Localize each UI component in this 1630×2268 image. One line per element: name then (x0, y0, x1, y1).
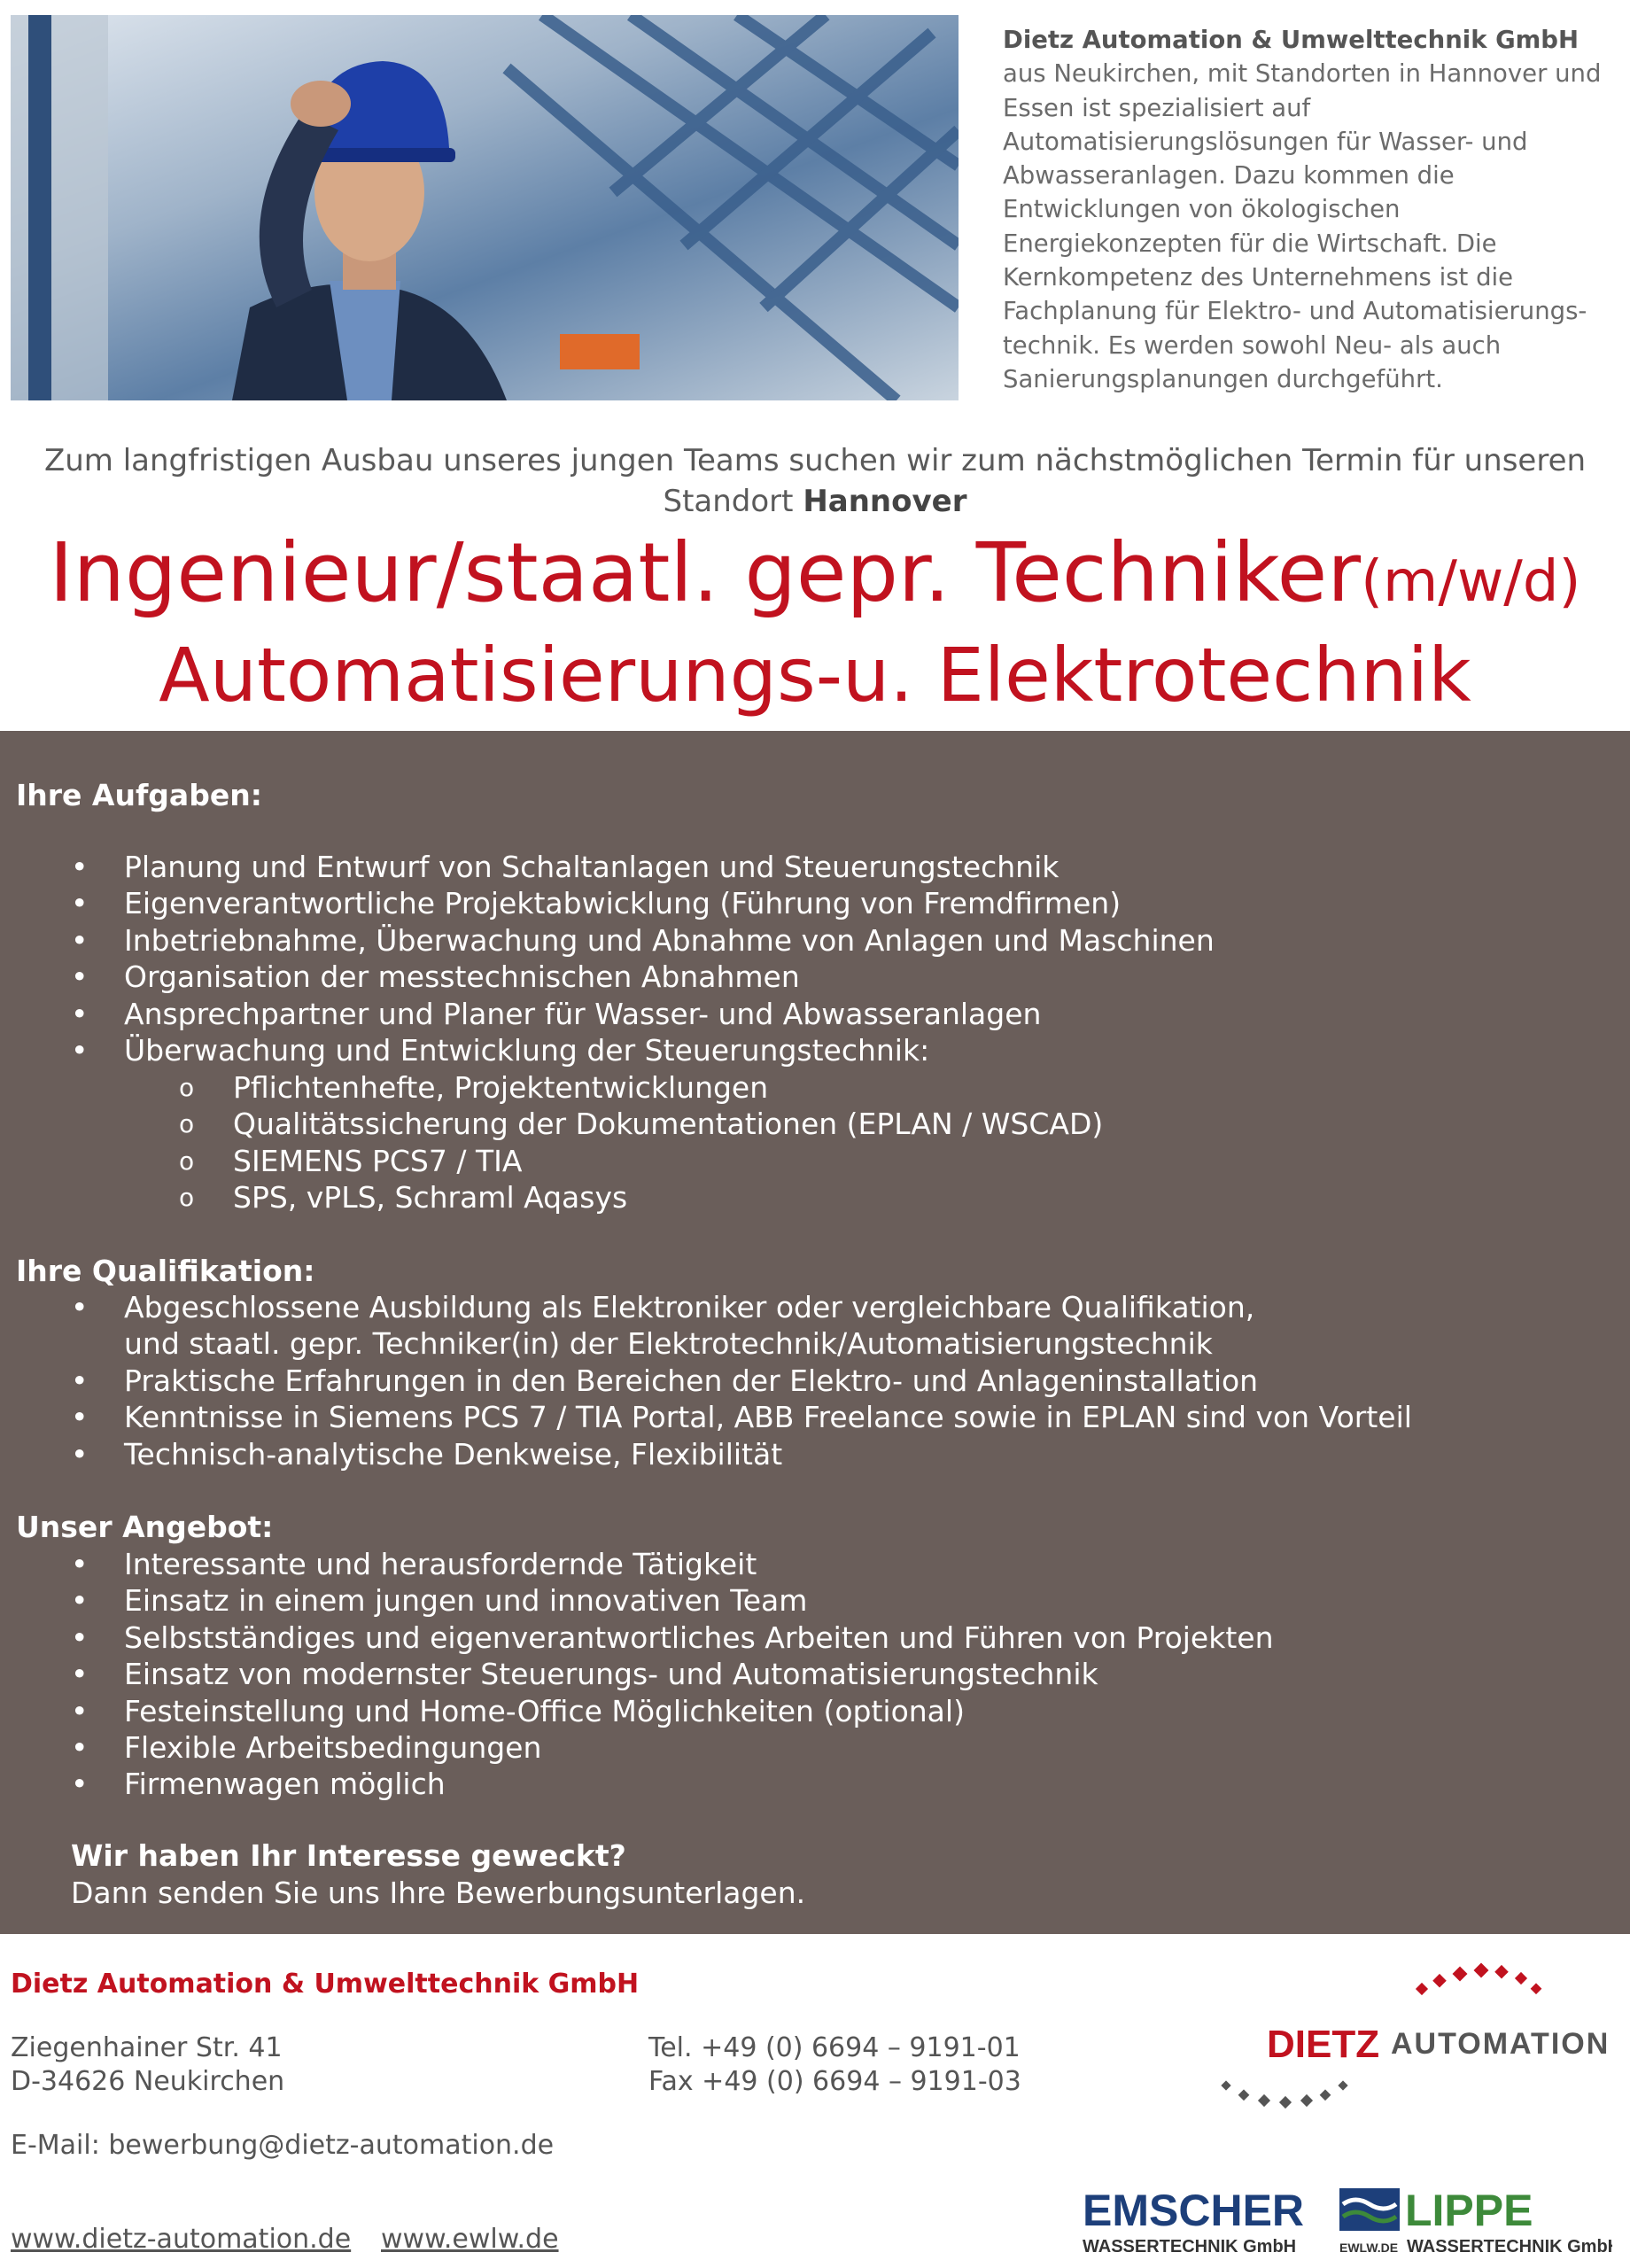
tasks-list (0, 849, 1215, 1068)
qualification-list (0, 1289, 1412, 1472)
list-item: • Firmenwagen möglich (0, 1766, 1274, 1802)
list-item: • Ansprechpartner und Planer für Wasser- und Abwasseranlagen (0, 996, 1215, 1032)
dietz-automation-logo (1214, 1949, 1621, 2117)
list-item: • Überwachung und Entwicklung der Steuerungstechnik: (0, 1032, 1215, 1068)
dietz-logo-graphic (1214, 1949, 1621, 2117)
content-panel (0, 731, 1630, 1934)
emscher-subtitle: WASSERTECHNIK GmbH (1083, 2237, 1297, 2256)
list-item: • Selbstständiges und eigenverantwortliches Arbeiten und Führen von Projekten (0, 1619, 1274, 1656)
footer-city: D-34626 Neukirchen (11, 2066, 285, 2097)
lippe-word: LIPPE (1405, 2186, 1533, 2235)
job-title-gender-suffix: (m/w/d) (1361, 549, 1581, 615)
sub-list-item: o SPS, vPLS, Schraml Aqasys (0, 1179, 1103, 1216)
lead-location: Hannover (803, 484, 967, 519)
sub-list-item: o Pflichtenhefte, Projektentwicklungen (0, 1069, 1103, 1106)
list-item: • Einsatz von modernster Steuerungs- und Automatisierungstechnik (0, 1656, 1274, 1692)
job-title-line2: Automatisierungs-u. Elektrotechnik (159, 632, 1471, 718)
cta-question: Wir haben Ihr Interesse geweckt? (71, 1838, 626, 1873)
sub-list-item: o Qualitätssicherung der Dokumentationen (EPLAN / WSCAD) (0, 1106, 1103, 1142)
list-item: • Inbetriebnahme, Überwachung und Abnahme von Anlagen und Maschinen (0, 922, 1215, 959)
cta-text: Dann senden Sie uns Ihre Bewerbungsunterlagen. (71, 1876, 806, 1910)
dietz-logo-word2: AUTOMATION (1391, 2027, 1611, 2061)
list-item (0, 1289, 1412, 1363)
lead-text (18, 440, 1612, 522)
sub-list-item: o SIEMENS PCS7 / TIA (0, 1143, 1103, 1179)
list-item: • Kenntnisse in Siemens PCS 7 / TIA Portal, ABB Freelance sowie in EPLAN sind von Vorteil (0, 1399, 1412, 1435)
list-item: • Eigenverantwortliche Projektabwicklung (Führung von Fremdfirmen) (0, 885, 1215, 921)
tasks-sublist (0, 1069, 1103, 1216)
intro-company-name: Dietz Automation & Umwelttechnik GmbH (1003, 26, 1579, 54)
qualification-item1-line2: und staatl. gepr. Techniker(in) der Elektrotechnik/Automatisierungstechnik (124, 1326, 1213, 1362)
website-link-ewlw[interactable]: www.ewlw.de (381, 2224, 559, 2255)
footer-street: Ziegenhainer Str. 41 (11, 2032, 283, 2063)
engineer-illustration (11, 15, 959, 400)
emscher-lippe-logo-graphic (1081, 2179, 1612, 2259)
list-item: • Interessante und herausfordernde Tätigkeit (0, 1546, 1274, 1582)
hero-photo (11, 15, 959, 400)
lippe-subtitle: WASSERTECHNIK GmbH (1407, 2237, 1612, 2256)
list-item: • Einsatz in einem jungen und innovativen Team (0, 1582, 1274, 1619)
footer-company-name: Dietz Automation & Umwelttechnik GmbH (11, 1969, 640, 2000)
wave-icon (1339, 2188, 1400, 2231)
footer-email[interactable]: E-Mail: bewerbung@dietz-automation.de (11, 2130, 555, 2161)
list-item: • Festeinstellung und Home-Office Möglichkeiten (optional) (0, 1693, 1274, 1729)
dietz-logo-word1: DIETZ (1267, 2023, 1380, 2066)
list-item: • Flexible Arbeitsbedingungen (0, 1729, 1274, 1766)
emscher-word: EMSCHER (1083, 2186, 1305, 2235)
list-item: • Praktische Erfahrungen in den Bereichen der Elektro- und Anlageninstallation (0, 1363, 1412, 1399)
list-item: • Technisch-analytische Denkweise, Flexibilität (0, 1436, 1412, 1472)
tasks-heading: Ihre Aufgaben: (16, 778, 262, 812)
footer-fax: Fax +49 (0) 6694 – 9191-03 (648, 2066, 1021, 2097)
qualification-item1-line1: Abgeschlossene Ausbildung als Elektroniker oder vergleichbare Qualifikation, (124, 1290, 1255, 1324)
lead-sentence: Zum langfristigen Ausbau unseres jungen Teams suchen wir zum nächstmöglichen Termin für unseren Standort (43, 443, 1587, 519)
emscher-lippe-logo (1081, 2179, 1612, 2259)
ewlw-label: EWLW.DE (1339, 2241, 1399, 2255)
website-link-dietz[interactable]: www.dietz-automation.de (11, 2224, 352, 2255)
job-title-main: Ingenieur/staatl. gepr. Techniker (49, 525, 1362, 620)
qualification-heading: Ihre Qualifikation: (16, 1254, 315, 1288)
list-item: • Organisation der messtechnischen Abnahmen (0, 959, 1215, 995)
job-title-line1 (0, 524, 1630, 631)
footer-phone: Tel. +49 (0) 6694 – 9191-01 (648, 2032, 1021, 2063)
intro-text: aus Neukirchen, mit Standorten in Hannover und Essen ist spezialisiert auf Automatisierungslösungen für Wasser- und Abwasseranlagen. Dazu kommen die Entwicklungen von ökologischen Energiekonzepten für die Wirtschaft. Die Kernkompetenz des Unternehmens ist die Fachplanung für Elektro- und Automatisierungs-technik. Es werden sowohl Neu- als auch Sanierungsplanungen durchgeführt. (1003, 59, 1602, 393)
list-item: • Planung und Entwurf von Schaltanlagen und Steuerungstechnik (0, 849, 1215, 885)
offer-heading: Unser Angebot: (16, 1510, 274, 1544)
offer-list (0, 1546, 1274, 1803)
company-intro (1003, 23, 1614, 396)
